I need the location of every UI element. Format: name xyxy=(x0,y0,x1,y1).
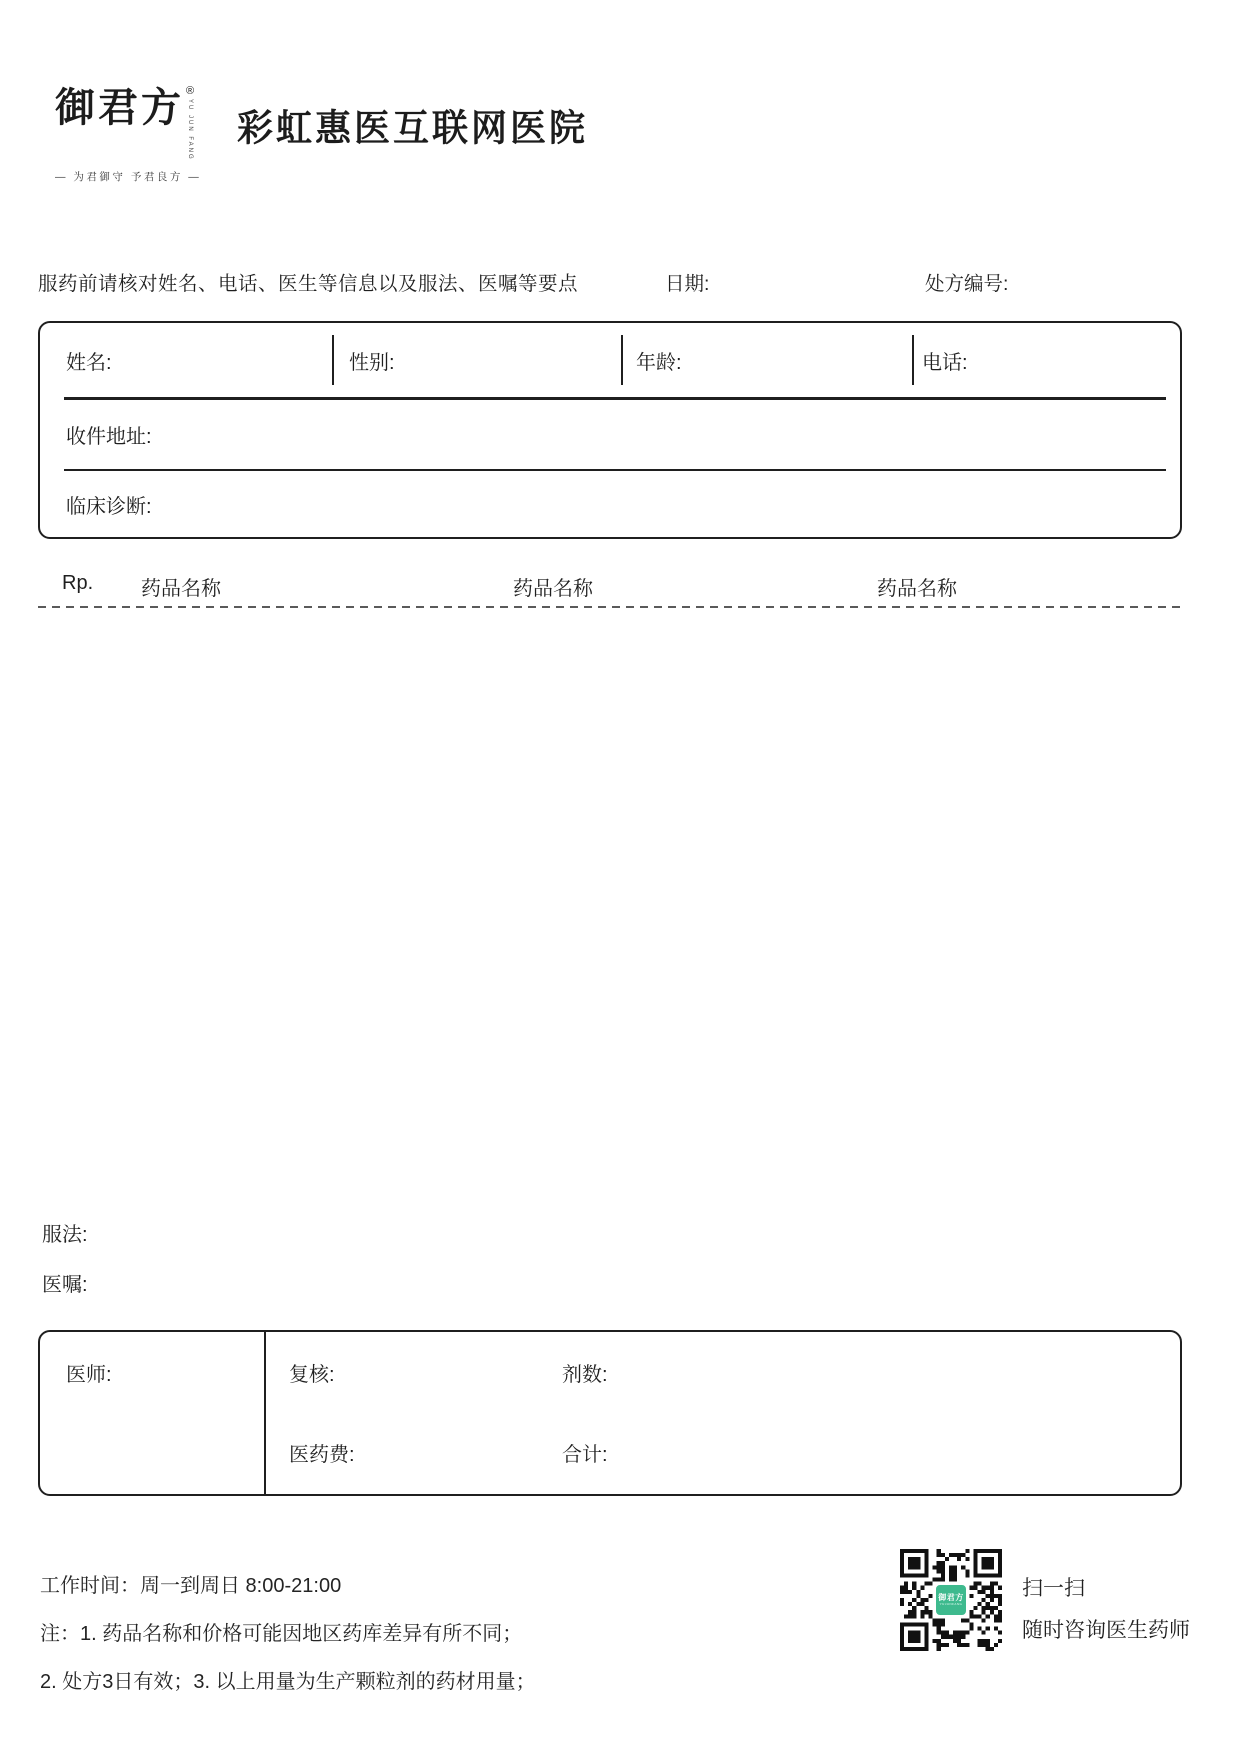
diagnosis-field-label: 临床诊断: xyxy=(66,495,152,518)
brand-name-text: 御君方 xyxy=(55,84,184,131)
scan-subtext: 随时咨询医生药师 xyxy=(1022,1619,1190,1642)
brand-tagline: — 为君御守 予君良方 — xyxy=(55,170,202,183)
brand-vertical-text: YU JUN FANG xyxy=(187,99,194,161)
rx-number-label: 处方编号: xyxy=(925,273,1009,295)
note-line-2: 2. 处方3日有效；3. 以上用量为生产颗粒剂的药材用量； xyxy=(40,1671,536,1693)
dose-count-label: 剂数: xyxy=(562,1364,608,1386)
qr-badge-subtext: YUJUNFANG xyxy=(939,1601,963,1606)
registered-trademark-icon: ® xyxy=(186,85,195,97)
work-time-text: 工作时间：周一到周日 8:00-21:00 xyxy=(40,1575,342,1597)
signature-box xyxy=(38,1330,1182,1496)
name-field-label: 姓名: xyxy=(66,351,112,374)
drug-column-header: 药品名称 xyxy=(141,578,221,600)
address-field-label: 收件地址: xyxy=(66,425,152,448)
qr-badge-text: 御君方 xyxy=(938,1592,964,1602)
hospital-title: 彩虹惠医互联网医院 xyxy=(237,106,589,149)
patient-info-box xyxy=(38,321,1182,539)
date-label: 日期: xyxy=(665,273,710,295)
doctor-field-label: 医师: xyxy=(66,1364,112,1386)
scan-hint-text: 扫一扫 xyxy=(1022,1577,1085,1600)
prescription-content-area xyxy=(38,612,1186,1207)
gender-field-label: 性别: xyxy=(349,351,395,374)
footer-notes xyxy=(40,1562,536,1706)
phone-field-label: 电话: xyxy=(922,351,968,374)
qr-code xyxy=(900,1549,1002,1651)
usage-label: 服法: xyxy=(42,1224,88,1246)
brand-logo xyxy=(55,86,205,184)
rp-label: Rp. xyxy=(62,572,94,594)
dashed-divider xyxy=(38,606,1186,608)
review-field-label: 复核: xyxy=(289,1364,335,1386)
age-field-label: 年龄: xyxy=(636,351,682,374)
advice-label: 医嘱: xyxy=(42,1274,88,1296)
note-line-1: 注：1. 药品名称和价格可能因地区药库差异有所不同； xyxy=(40,1623,523,1645)
drug-column-header: 药品名称 xyxy=(877,578,957,600)
notice-text: 服药前请核对姓名、电话、医生等信息以及服法、医嘱等要点 xyxy=(38,273,579,295)
patient-row-basic xyxy=(40,323,1180,397)
total-label: 合计: xyxy=(562,1444,608,1466)
qr-brand-badge xyxy=(934,1583,968,1617)
drug-column-header: 药品名称 xyxy=(513,578,593,600)
fee-field-label: 医药费: xyxy=(289,1444,355,1466)
